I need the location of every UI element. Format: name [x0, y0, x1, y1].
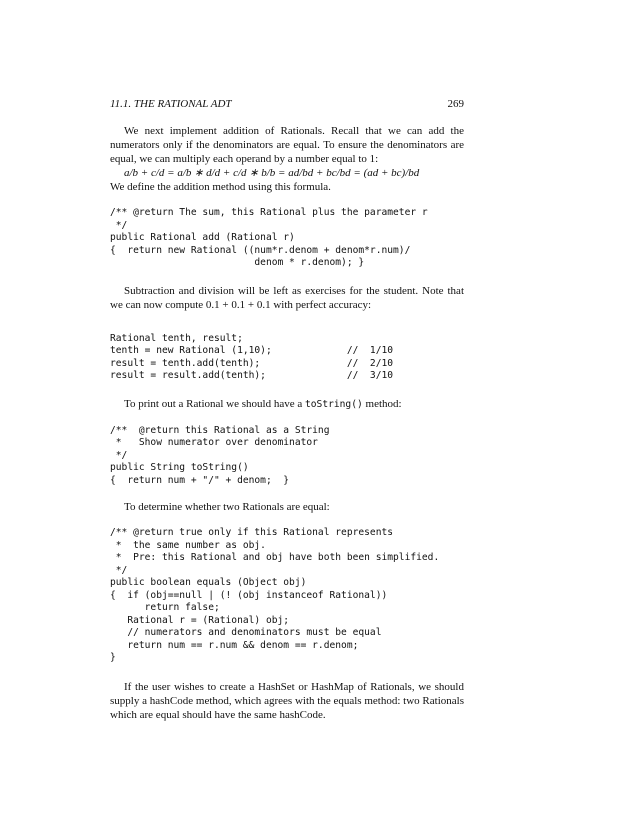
tostring-inline-code: toString() — [305, 398, 363, 410]
section-title: 11.1. THE RATIONAL ADT — [110, 98, 232, 110]
tostring-text-after: method: — [362, 397, 402, 410]
code-add-method: /** @return The sum, this Rational plus the parameter r */ public Rational add (Rational r) { return new Rational ((num*r.denom + denom*r.num)/ denom * r.denom); } — [110, 207, 428, 268]
tostring-text-before: To print out a Rational we should have a — [124, 397, 305, 410]
addition-formula: a/b + c/d = a/b ∗ d/d + c/d ∗ b/b = ad/bd + bc/bd = (ad + bc)/bd — [124, 167, 420, 179]
code-tenth-example: Rational tenth, result; tenth = new Rational (1,10); // 1/10 result = tenth.add(tenth); // 2/10 result = result.add(tenth); // 3/10 — [110, 332, 394, 381]
code-tostring-method: /** @return this Rational as a String * Show numerator over denominator */ public String toString() { return num + "/" + denom; } — [110, 424, 330, 486]
paragraph-hashcode: If the user wishes to create a HashSet or HashMap of Rationals, we should supply a hashCode method, which agrees with the equals method: two Rationals which are equal should have the same hashCode. — [110, 680, 464, 721]
running-header — [110, 98, 464, 110]
paragraph-equals-intro: To determine whether two Rationals are equal: — [124, 501, 330, 513]
paragraph-define-addition: We define the addition method using this formula. — [110, 181, 331, 193]
page-number: 269 — [447, 98, 464, 110]
code-equals-method: /** @return true only if this Rational represents * the same number as obj. * Pre: this Rational and obj have both been simplified. */ public boolean equals (Object obj) { if (obj==null | (! (obj instanceof Rational)) return false; Rational r = (Rational) obj; // numerators and denominators must be equal return num == r.num && denom == r.denom; } — [110, 527, 440, 663]
page — [110, 98, 464, 722]
paragraph-addition-intro: We next implement addition of Rationals. Recall that we can add the numerators only if the denominators are equal. To ensure the denominators are equal, we can multiply each operand by a number equal to 1: — [110, 125, 464, 165]
paragraph-subtraction: Subtraction and division will be left as exercises for the student. Note that we can now compute 0.1 + 0.1 + 0.1 with perfect accuracy: — [110, 284, 464, 311]
paragraph-tostring — [110, 397, 464, 412]
